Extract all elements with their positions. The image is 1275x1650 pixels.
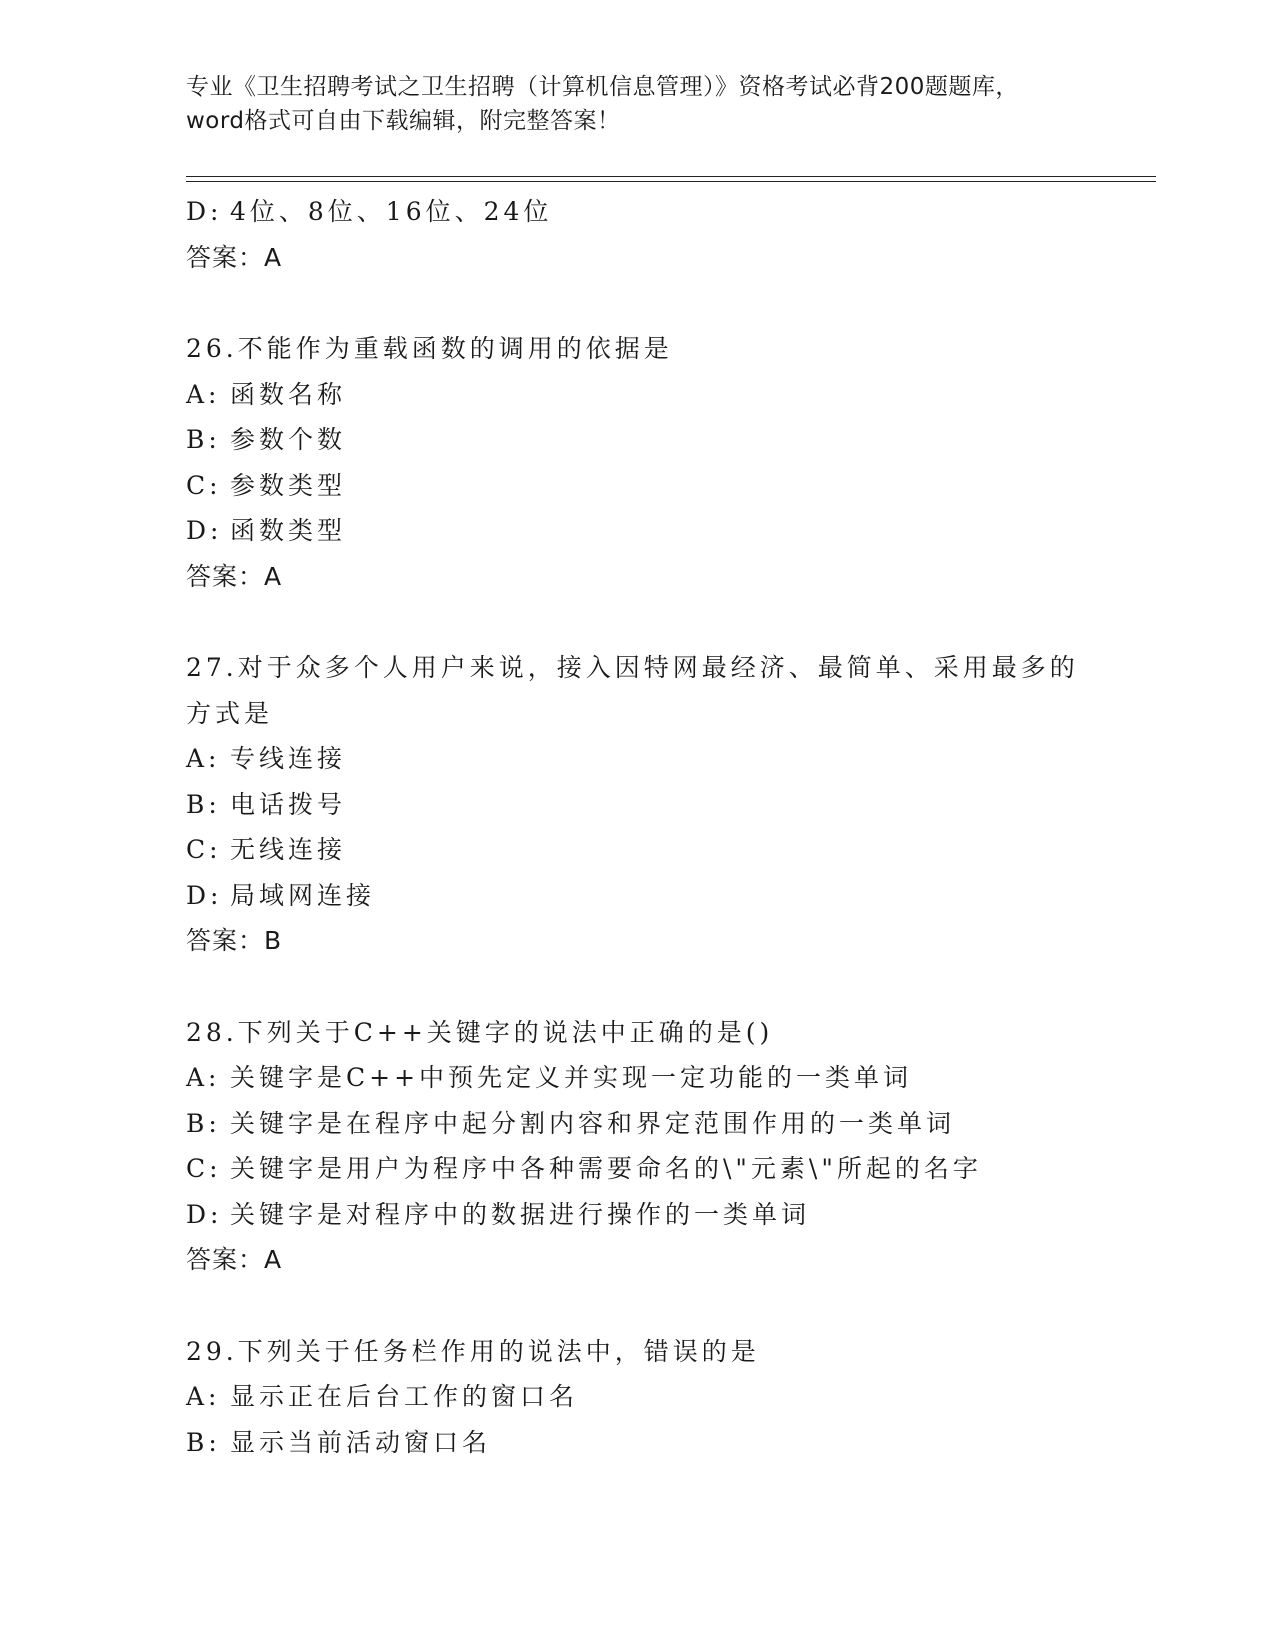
option-line (186, 1101, 1086, 1147)
option-key: D: (186, 516, 223, 545)
option-text: 局域网连接 (230, 880, 376, 910)
question-stem-continued: 方式是 (186, 698, 274, 728)
option-text: 专线连接 (230, 744, 347, 773)
question-stem: 26.不能作为重载函数的调用的依据是 (186, 334, 673, 363)
option-text: 4位、8位、16位、24位 (230, 197, 553, 226)
header-rule-bottom (186, 181, 1156, 182)
option-key: D: (186, 197, 223, 226)
option-text: 函数类型 (230, 516, 347, 545)
question-stem: 27.对于众多个人用户来说，接入因特网最经济、最简单、采用最多的 (186, 653, 1079, 682)
answer-line: 答案：A (186, 242, 283, 272)
option-text: 函数名称 (230, 379, 347, 409)
option-line (186, 372, 1086, 418)
option-text: 关键字是C++中预先定义并实现一定功能的一类单词 (230, 1063, 913, 1092)
option-key: C: (186, 470, 222, 500)
question-stem: 28.下列关于C++关键字的说法中正确的是() (186, 1017, 774, 1047)
question-stem: 29.下列关于任务栏作用的说法中，错误的是 (186, 1336, 760, 1366)
option-line (186, 736, 1086, 782)
option-key: A: (186, 744, 221, 773)
option-key: B: (186, 789, 221, 819)
option-key: C: (186, 835, 222, 864)
option-key: B: (186, 1427, 221, 1457)
header-rule-top (186, 176, 1156, 177)
option-text: 无线连接 (230, 835, 347, 864)
option-key: A: (186, 1063, 221, 1092)
option-line (186, 827, 1086, 873)
option-line (186, 1374, 1086, 1420)
question-block (186, 326, 1086, 599)
answer-line: 答案：A (186, 1245, 283, 1274)
option-line (186, 508, 1086, 554)
option-key: D: (186, 1199, 223, 1229)
option-text: 关键字是对程序中的数据进行操作的一类单词 (230, 1199, 811, 1229)
option-key: C: (186, 1154, 222, 1183)
answer-line: 答案：B (186, 926, 283, 955)
option-line (186, 1146, 1086, 1192)
question-gap (186, 964, 1086, 1010)
option-text: 参数类型 (230, 470, 347, 500)
option-text: 关键字是用户为程序中各种需要命名的\"元素\"所起的名字 (230, 1154, 982, 1183)
option-key: A: (186, 379, 221, 409)
option-key: D: (186, 880, 223, 910)
header-title-line-2: word格式可自由下载编辑，附完整答案！ (186, 108, 621, 134)
option-key: B: (186, 425, 221, 454)
option-text: 电话拨号 (230, 789, 347, 819)
question-gap (186, 1283, 1086, 1329)
question-list (186, 189, 1086, 1465)
option-line (186, 1055, 1086, 1101)
question-block (186, 1010, 1086, 1283)
option-key: A: (186, 1382, 221, 1411)
question-block (186, 645, 1086, 964)
option-line (186, 463, 1086, 509)
option-line (186, 1192, 1086, 1238)
question-gap (186, 280, 1086, 326)
question-gap (186, 599, 1086, 645)
option-key: B: (186, 1108, 221, 1138)
option-text: 关键字是在程序中起分割内容和界定范围作用的一类单词 (230, 1108, 956, 1138)
option-text: 显示当前活动窗口名 (230, 1427, 492, 1457)
option-line (186, 1420, 1086, 1466)
option-text: 参数个数 (230, 425, 347, 454)
answer-line: 答案：A (186, 561, 283, 591)
question-block (186, 1329, 1086, 1466)
option-line (186, 189, 1086, 235)
option-line (186, 417, 1086, 463)
option-line (186, 873, 1086, 919)
document-header (186, 70, 1086, 138)
option-text: 显示正在后台工作的窗口名 (230, 1382, 579, 1411)
option-line (186, 782, 1086, 828)
header-title-line-1: 专业《卫生招聘考试之卫生招聘（计算机信息管理）》资格考试必背200题题库， (186, 74, 1019, 100)
